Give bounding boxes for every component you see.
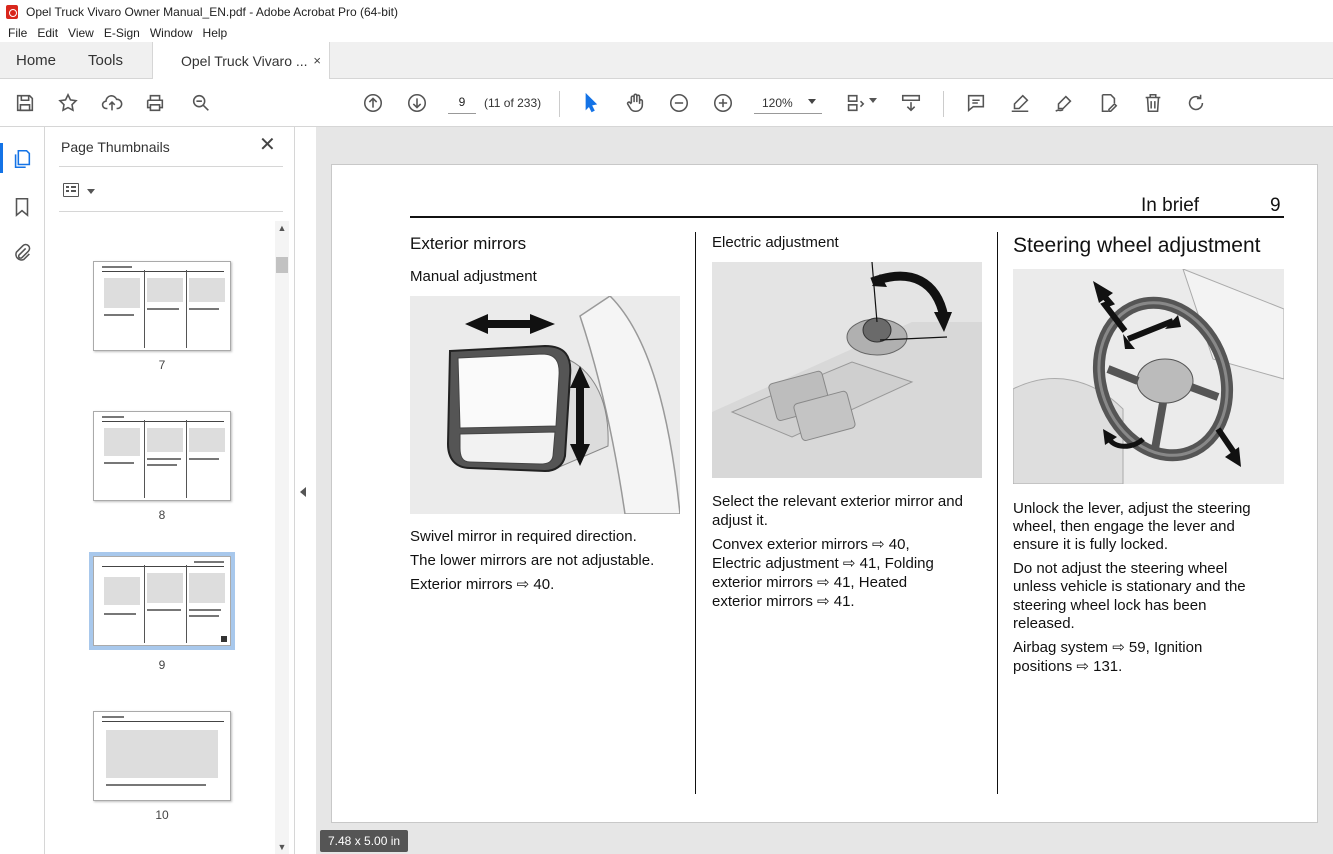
exterior-mirrors-heading: Exterior mirrors (410, 234, 527, 253)
thumbnails-panel (45, 127, 295, 854)
comment-icon[interactable] (964, 91, 988, 115)
rail-active-indicator (0, 143, 3, 173)
rotate-icon[interactable] (1184, 91, 1208, 115)
thumbnail-options-button[interactable] (63, 181, 95, 201)
title-bar (0, 0, 1333, 23)
column-divider (695, 232, 696, 794)
menu-file[interactable]: File (8, 25, 28, 40)
col3-paragraph-2-line-3: steering wheel lock has been (1013, 597, 1207, 614)
thumbnail-label: 9 (158, 658, 166, 672)
page-count: (11 of 233) (484, 96, 542, 110)
mirror-illustration (410, 296, 680, 514)
list-options-icon (63, 183, 79, 197)
col2-paragraph-1-line-2: adjust it. (712, 512, 768, 529)
col1-paragraph-1: Swivel mirror in required direction. (410, 528, 637, 545)
scroll-up-icon[interactable]: ▲ (277, 223, 287, 233)
acrobat-pdf-icon (6, 5, 18, 19)
col3-paragraph-3-line-1: Airbag system ⇨ 59, Ignition (1013, 639, 1203, 656)
col2-paragraph-2-line-2: Electric adjustment ⇨ 41, Folding (712, 555, 934, 572)
upload-icon[interactable] (100, 91, 124, 115)
panel-title: Page Thumbnails (61, 139, 170, 155)
electric-adjustment-heading: Electric adjustment (712, 234, 839, 251)
page-size-badge: 7.48 x 5.00 in (320, 830, 408, 852)
menu-edit[interactable]: Edit (37, 25, 59, 40)
steering-wheel-illustration (1013, 269, 1284, 484)
header-rule (410, 216, 1284, 218)
col3-paragraph-1-line-1: Unlock the lever, adjust the steering (1013, 500, 1251, 517)
thumbnail-page-9[interactable] (93, 556, 231, 646)
star-icon[interactable] (56, 91, 80, 115)
col1-paragraph-3: Exterior mirrors ⇨ 40. (410, 576, 555, 593)
attachment-icon[interactable] (10, 241, 34, 265)
chevron-down-icon (808, 99, 816, 104)
toolbar (0, 79, 1333, 127)
tab-document-label: Opel Truck Vivaro ... (181, 53, 308, 69)
zoom-value: 120% (762, 96, 793, 110)
chevron-down-icon (87, 189, 95, 194)
collapse-panel-icon[interactable] (300, 487, 306, 497)
thumbnail-page-10[interactable] (93, 711, 231, 801)
edit-pdf-icon[interactable] (1096, 91, 1120, 115)
highlight-icon[interactable] (1008, 91, 1032, 115)
document-area[interactable] (316, 127, 1333, 854)
hand-icon[interactable] (623, 91, 647, 115)
pdf-page (331, 164, 1318, 823)
menu-window[interactable]: Window (149, 25, 193, 40)
tab-document[interactable] (152, 42, 330, 80)
tab-close-icon[interactable]: × (313, 53, 321, 68)
save-icon[interactable] (13, 91, 37, 115)
scroll-mode-icon[interactable] (899, 91, 923, 115)
zoom-in-icon[interactable] (711, 91, 735, 115)
col2-paragraph-1-line-1: Select the relevant exterior mirror and (712, 493, 963, 510)
scroll-down-icon[interactable]: ▼ (277, 842, 287, 852)
thumbnail-page-7[interactable] (93, 261, 231, 351)
scrollbar-thumb[interactable] (276, 257, 288, 273)
col3-paragraph-1-line-2: wheel, then engage the lever and (1013, 518, 1235, 535)
menu-bar (0, 23, 1333, 42)
page-number-input[interactable] (448, 90, 476, 114)
prev-page-icon[interactable] (361, 91, 385, 115)
thumbnail-label: 7 (158, 358, 166, 372)
mirror-switch-illustration (712, 262, 982, 478)
thumbnail-page-8[interactable] (93, 411, 231, 501)
menu-help[interactable]: Help (202, 25, 228, 40)
page-thumbnails-icon[interactable] (10, 147, 34, 171)
col3-paragraph-2-line-1: Do not adjust the steering wheel (1013, 560, 1228, 577)
window-title: Opel Truck Vivaro Owner Manual_EN.pdf - Adobe Acrobat Pro (64-bit) (26, 4, 398, 19)
close-icon[interactable]: ✕ (259, 134, 276, 156)
menu-view[interactable]: View (68, 25, 94, 40)
print-icon[interactable] (143, 91, 167, 115)
thumbnails-scrollbar[interactable] (275, 221, 289, 854)
manual-adjustment-heading: Manual adjustment (410, 268, 537, 285)
zoom-out-icon[interactable] (667, 91, 691, 115)
bookmark-icon[interactable] (10, 195, 34, 219)
col3-paragraph-3-line-2: positions ⇨ 131. (1013, 658, 1123, 675)
menu-esign[interactable]: E-Sign (103, 25, 140, 40)
tab-tools[interactable]: Tools (88, 52, 124, 69)
page-header-section: In brief (1141, 195, 1200, 216)
zoom-select[interactable] (754, 90, 822, 114)
col1-paragraph-2: The lower mirrors are not adjustable. (410, 552, 655, 569)
thumbnail-label: 10 (155, 808, 169, 822)
steering-wheel-heading: Steering wheel adjustment (1013, 234, 1261, 257)
col2-paragraph-2-line-3: exterior mirrors ⇨ 41, Heated (712, 574, 908, 591)
sign-icon[interactable] (1052, 91, 1076, 115)
column-divider (997, 232, 998, 794)
tab-bar (0, 42, 1333, 79)
select-arrow-icon[interactable] (579, 91, 603, 115)
tab-home[interactable]: Home (16, 52, 57, 69)
col2-paragraph-2-line-4: exterior mirrors ⇨ 41. (712, 593, 855, 610)
delete-icon[interactable] (1141, 91, 1165, 115)
next-page-icon[interactable] (405, 91, 429, 115)
page-fit-icon[interactable] (843, 91, 867, 115)
page-header-number: 9 (1270, 195, 1281, 216)
col3-paragraph-1-line-3: ensure it is fully locked. (1013, 536, 1169, 553)
col3-paragraph-2-line-4: released. (1013, 615, 1075, 632)
left-rail (0, 127, 45, 854)
col2-paragraph-2-line-1: Convex exterior mirrors ⇨ 40, (712, 536, 910, 553)
page-fit-caret-icon[interactable] (869, 98, 877, 103)
col3-paragraph-2-line-2: unless vehicle is stationary and the (1013, 578, 1246, 595)
thumbnail-label: 8 (158, 508, 166, 522)
zoom-search-icon[interactable] (189, 91, 213, 115)
